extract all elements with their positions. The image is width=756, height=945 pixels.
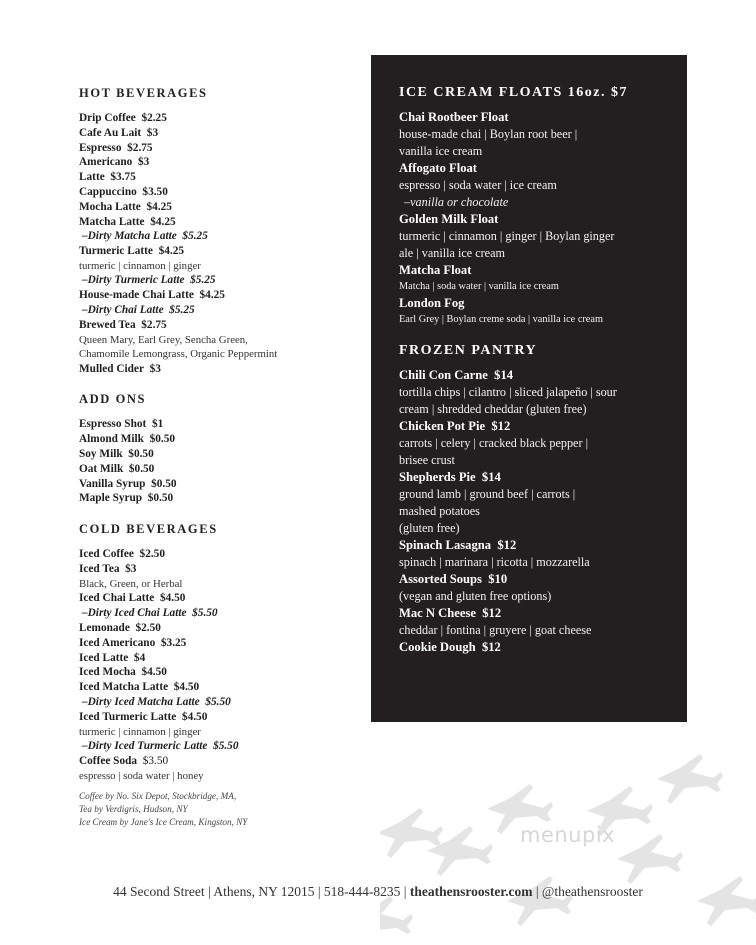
menu-item xyxy=(79,562,369,577)
pantry-description: spinach | marinara | ricotta | mozzarella xyxy=(399,555,590,569)
pantry-item-price: $14 xyxy=(481,470,501,484)
float-name: Chai Rootbeer Float xyxy=(399,110,509,124)
menu-item xyxy=(79,417,369,432)
pantry-item-name: Shepherds Pie xyxy=(399,470,476,484)
add-ons-list xyxy=(79,417,369,506)
item-price: $3.75 xyxy=(110,171,136,184)
menu-item xyxy=(79,229,369,244)
pantry-item-name: Mac N Cheese xyxy=(399,606,476,620)
pantry-description: (gluten free) xyxy=(399,521,460,535)
float-description: Earl Grey | Boylan creme soda | vanilla ice cream xyxy=(399,313,603,325)
menu-item xyxy=(79,621,369,636)
hot-beverages-heading: HOT BEVERAGES xyxy=(79,86,208,100)
item-name: –Dirty Matcha Latte xyxy=(82,230,177,243)
menu-item xyxy=(79,547,369,562)
pantry-item-price: $12 xyxy=(481,640,501,654)
float-description: ale | vanilla ice cream xyxy=(399,246,505,260)
item-price: $4.50 xyxy=(173,681,200,694)
item-price: $5.50 xyxy=(205,695,231,708)
item-name: Iced Latte xyxy=(79,651,129,664)
pantry-item xyxy=(399,418,679,435)
hot-beverages-list xyxy=(79,111,369,376)
item-price: $0.50 xyxy=(128,462,155,475)
pantry-item-name: Chicken Pot Pie xyxy=(399,419,486,433)
item-name: Vanilla Syrup xyxy=(79,477,146,490)
item-name: Iced Americano xyxy=(79,636,156,649)
item-name: Iced Tea xyxy=(79,563,120,576)
pantry-description: ground lamb | ground beef | carrots | xyxy=(399,487,576,501)
item-name: Iced Mocha xyxy=(79,666,136,679)
item-price: $2.50 xyxy=(135,621,161,634)
supplier-credits xyxy=(79,790,247,829)
menu-item xyxy=(79,739,369,754)
left-column xyxy=(79,86,369,783)
menu-item xyxy=(79,477,369,492)
pantry-item xyxy=(399,367,679,384)
pantry-description: mashed potatoes xyxy=(399,504,480,518)
item-price: $1 xyxy=(151,418,164,431)
floats-list xyxy=(399,109,679,327)
item-description: turmeric | cinnamon | ginger xyxy=(79,725,201,738)
specials-panel xyxy=(371,55,687,722)
item-name: –Dirty Iced Turmeric Latte xyxy=(82,740,208,752)
item-price: $3 xyxy=(138,156,150,169)
float-description: espresso | soda water | ice cream xyxy=(399,178,557,192)
menu-item xyxy=(79,591,369,606)
item-name: Americano xyxy=(79,156,133,169)
watermark-text: menupix xyxy=(520,823,616,847)
menu-item xyxy=(79,636,369,651)
item-name: Espresso xyxy=(79,141,122,154)
item-name: Iced Turmeric Latte xyxy=(79,710,177,723)
float-name: London Fog xyxy=(399,295,465,310)
item-name: Mulled Cider xyxy=(79,362,144,375)
item-price: $4.50 xyxy=(141,666,167,679)
item-price: $4.50 xyxy=(181,710,208,723)
menu-item xyxy=(79,491,369,506)
item-name: Turmeric Latte xyxy=(79,245,153,258)
menu-item xyxy=(79,126,369,141)
item-price: $2.75 xyxy=(141,318,167,331)
item-name: Iced Chai Latte xyxy=(79,592,155,605)
item-name: Soy Milk xyxy=(79,448,123,461)
item-name: Almond Milk xyxy=(79,433,144,446)
item-name: Oat Milk xyxy=(79,462,124,475)
item-price: $3 xyxy=(149,362,161,375)
menu-item xyxy=(79,665,369,680)
pantry-item-name: Chili Con Carne xyxy=(399,368,488,382)
pantry-item-name: Spinach Lasagna xyxy=(399,538,492,552)
cold-beverages-heading: COLD BEVERAGES xyxy=(79,522,218,537)
item-price: $5.25 xyxy=(182,230,208,243)
pantry-description: cheddar | fontina | gruyere | goat cheese xyxy=(399,623,592,637)
item-name: –Dirty Chai Latte xyxy=(82,304,164,317)
item-name: Mocha Latte xyxy=(79,200,141,213)
menu-item xyxy=(79,215,369,230)
item-price: $3 xyxy=(146,126,159,139)
item-price: $4.50 xyxy=(159,592,186,605)
item-price: $4.25 xyxy=(150,215,176,228)
bird-icon xyxy=(380,896,413,945)
add-ons-heading: ADD ONS xyxy=(79,392,147,407)
item-price: $0.50 xyxy=(149,433,176,446)
pantry-item xyxy=(399,571,679,588)
menu-item xyxy=(79,244,369,259)
item-name: Iced Matcha Latte xyxy=(79,681,169,694)
item-price: $2.25 xyxy=(141,112,167,124)
float-description: Matcha | soda water | vanilla ice cream xyxy=(399,281,559,292)
item-name: Matcha Latte xyxy=(79,215,145,228)
pantry-item-price: $10 xyxy=(488,572,508,586)
float-description: vanilla ice cream xyxy=(399,144,483,158)
item-price: $3.50 xyxy=(142,185,168,198)
pantry-list xyxy=(399,367,679,656)
item-description: Queen Mary, Earl Grey, Sencha Green, xyxy=(79,333,248,346)
item-name: –Dirty Iced Matcha Latte xyxy=(82,695,200,708)
menu-item xyxy=(79,680,369,695)
menu-item xyxy=(79,185,369,200)
item-name: Drip Coffee xyxy=(79,112,136,124)
item-description: Black, Green, or Herbal xyxy=(79,577,183,590)
item-description: Chamomile Lemongrass, Organic Peppermint xyxy=(79,348,278,361)
menu-item xyxy=(79,606,369,621)
credit-line: Coffee by No. Six Depot, Stockbridge, MA, xyxy=(79,791,237,801)
item-name: Coffee Soda xyxy=(79,754,138,767)
menu-item xyxy=(79,362,369,377)
item-price: $4.25 xyxy=(199,289,225,302)
pantry-item-name: Cookie Dough xyxy=(399,640,476,654)
item-price: $4 xyxy=(133,651,146,664)
item-name: –Dirty Turmeric Latte xyxy=(82,274,185,287)
website-link[interactable]: theathensrooster.com xyxy=(409,884,533,899)
menu-item xyxy=(79,155,369,170)
social-handle[interactable]: | @theathensrooster xyxy=(535,884,643,899)
menu-item xyxy=(79,170,369,185)
footer-contact xyxy=(0,884,756,900)
pantry-item-name: Assorted Soups xyxy=(399,572,482,586)
item-price: $5.50 xyxy=(213,740,239,752)
credit-line: Ice Cream by Jane's Ice Cream, Kingston, NY xyxy=(79,817,248,827)
menu-item xyxy=(79,462,369,477)
pantry-item xyxy=(399,639,679,656)
cold-beverages-list xyxy=(79,547,369,783)
pantry-item xyxy=(399,605,679,622)
item-name: Espresso Shot xyxy=(79,418,147,431)
item-price: $2.50 xyxy=(139,548,165,561)
item-description: turmeric | cinnamon | ginger xyxy=(79,259,201,272)
item-price: $3.25 xyxy=(160,636,187,649)
footer-address: 44 Second Street | Athens, NY 12015 | 518-444-8235 | xyxy=(113,884,407,899)
frozen-pantry-heading: FROZEN PANTRY xyxy=(399,343,538,358)
pantry-item xyxy=(399,537,679,554)
menu-item xyxy=(79,432,369,447)
item-name: Cappuccino xyxy=(79,185,137,198)
menu-item xyxy=(79,447,369,462)
float-name: Golden Milk Float xyxy=(399,212,499,226)
pantry-item xyxy=(399,469,679,486)
item-name: Lemonade xyxy=(79,621,130,634)
item-price: $0.50 xyxy=(151,477,177,490)
menu-item xyxy=(79,288,369,303)
item-price: $2.75 xyxy=(127,141,153,154)
pantry-item-price: $12 xyxy=(491,419,511,433)
pantry-description: cream | shredded cheddar (gluten free) xyxy=(399,402,587,416)
menu-item xyxy=(79,695,369,710)
item-price: $5.50 xyxy=(192,607,218,620)
float-note: –vanilla or chocolate xyxy=(404,195,509,209)
item-name: Latte xyxy=(79,171,105,184)
credit-line: Tea by Verdigris, Hudson, NY xyxy=(79,804,188,814)
menu-item xyxy=(79,303,369,318)
item-name: Iced Coffee xyxy=(79,548,134,561)
menu-item xyxy=(79,141,369,156)
menu-item xyxy=(79,651,369,666)
float-description: house-made chai | Boylan root beer | xyxy=(399,127,578,141)
pantry-item-price: $12 xyxy=(482,606,502,620)
pantry-description: tortilla chips | cilantro | sliced jalapeño | sour xyxy=(399,385,617,399)
item-price: $5.25 xyxy=(190,274,216,287)
item-price: $4.25 xyxy=(158,245,185,258)
menu-item xyxy=(79,754,369,769)
item-price: $4.25 xyxy=(146,200,172,213)
item-price: $3.50 xyxy=(142,754,169,767)
item-name: Maple Syrup xyxy=(79,492,143,505)
item-description: espresso | soda water | honey xyxy=(79,769,204,782)
pantry-description: brisee crust xyxy=(399,453,455,467)
item-price: $5.25 xyxy=(169,304,195,317)
item-name: House-made Chai Latte xyxy=(79,289,194,302)
menu-item xyxy=(79,318,369,333)
item-price: $3 xyxy=(125,563,137,576)
ice-cream-floats-heading: ICE CREAM FLOATS 16oz. $7 xyxy=(399,85,628,100)
menu-item xyxy=(79,273,369,288)
menu-item xyxy=(79,111,369,126)
item-name: Cafe Au Lait xyxy=(79,126,142,139)
float-name: Affogato Float xyxy=(399,161,477,175)
float-description: turmeric | cinnamon | ginger | Boylan ginger xyxy=(399,229,615,243)
pantry-item-price: $12 xyxy=(497,538,517,552)
bird-icon xyxy=(617,834,683,884)
menu-item xyxy=(79,200,369,215)
item-name: –Dirty Iced Chai Latte xyxy=(82,607,187,620)
bird-icon xyxy=(657,754,723,804)
float-name: Matcha Float xyxy=(399,263,472,277)
item-name: Brewed Tea xyxy=(79,318,136,331)
item-price: $0.50 xyxy=(128,448,154,461)
pantry-description: carrots | celery | cracked black pepper | xyxy=(399,436,589,450)
item-price: $0.50 xyxy=(147,492,174,505)
pantry-description: (vegan and gluten free options) xyxy=(399,589,552,603)
pantry-item-price: $14 xyxy=(494,368,514,382)
menu-item xyxy=(79,710,369,725)
